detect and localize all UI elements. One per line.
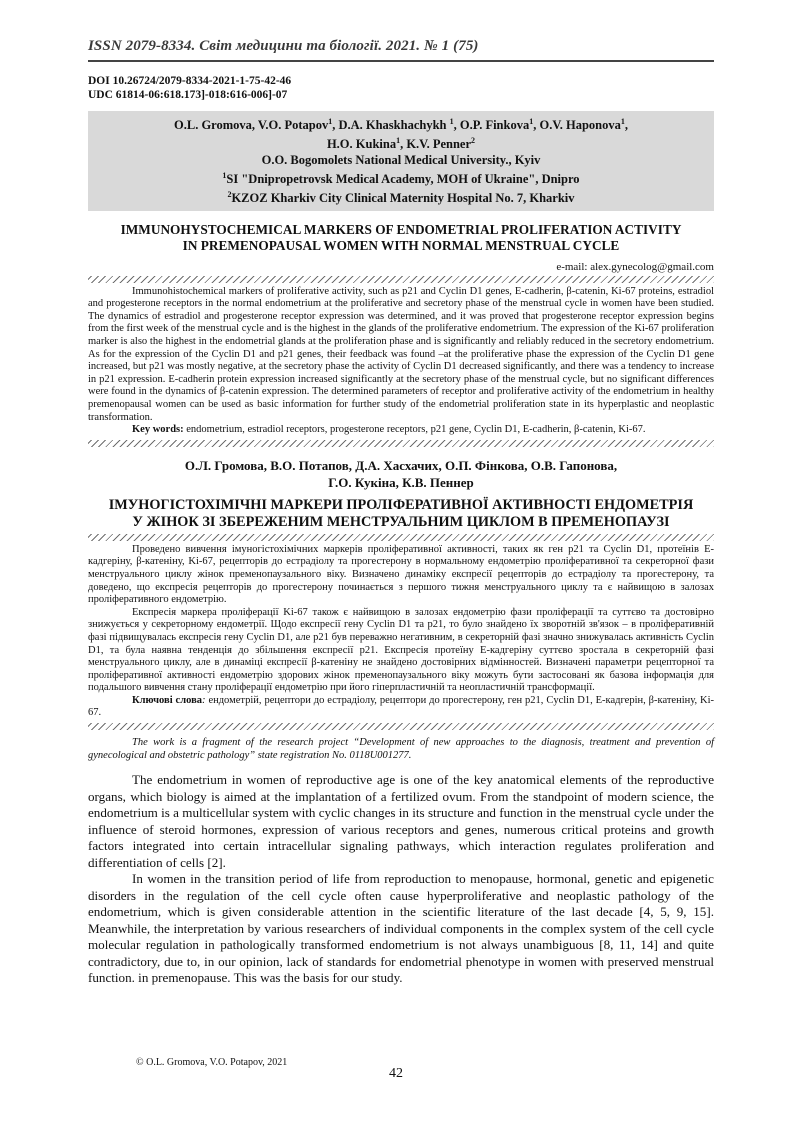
page (88, 38, 714, 987)
body-text (88, 772, 714, 987)
affiliation-0: O.O. Bogomolets National Medical University., Kyiv (261, 153, 541, 168)
identifiers (88, 74, 714, 102)
doi: DOI 10.26724/2079-8334-2021-1-75-42-46 (88, 75, 292, 87)
title-ua: ІМУНОГІСТОХІМІЧНІ МАРКЕРИ ПРОЛІФЕРАТИВНОЇ АКТИВНОСТІ ЕНДОМЕТРІЯ У ЖІНОК ЗІ ЗБЕРЕЖЕНИМ МЕНСТРУАЛЬНИМ ЦИКЛОМ В ПРЕМЕНОПАУЗІ (108, 496, 694, 530)
author-affiliation-box (88, 111, 714, 211)
paragraph: In women in the transition period of life from reproduction to menopause, hormonal, genetic and epigenetic disorders in the regulation of the cell cycle often cause hyperproliferative and neoplastic pathology of the endometrium, which is given considerable attention in the scientific literature of the last decade [4, 5, 9, 15]. Meanwhile, the interpretation by various researchers of individual components in the complex system of the cell cycle molecular regulation in pathologically transformed endometrium is not always unambiguous [8, 11, 14] and quite contradictory, due to, in our opinion, lack of standards for endometrial phenotype in women with preserved menstrual function. in premenopause. This was the basis for our study. (88, 871, 714, 986)
copyright: © O.L. Gromova, V.O. Potapov, 2021 (136, 1057, 288, 1068)
udc: UDC 61814-06:618.173]-018:616-006]-07 (88, 89, 288, 101)
keywords-ua: Ключові слова: ендометрій, рецептори до естрадіолу, рецептори до прогестерону, ген p21, Cyclin D1, Е-кадгерін, β-катеніну, Ki-67. (88, 694, 714, 719)
header-rule (88, 60, 714, 62)
wavy-divider (88, 534, 714, 541)
wavy-divider (88, 440, 714, 447)
contact-email[interactable]: e-mail: alex.gynecolog@gmail.com (556, 260, 714, 273)
wavy-divider (88, 723, 714, 730)
abstract-ua: Проведено вивчення імуногістохімічних маркерів проліферативної активності, таких як ген p21 та Cyclin D1, протеїнів Е-кадгеріну, β-катеніну, Ki-67, рецепторів до естрадіолу та прогестерону в нормальному ендометрію проліферативної та секреторної фази менструального циклу жінок пременопаузального віку. Визначено динаміку експресії рецепторів до естрадіолу та прогестерону, та доведено, що експресія рецепторів до прогестерону починається з першого тижня менструального циклу та є найвищою в залозах проліферативного ендометрію. Експресія маркера проліферації Ki-67 також є найвищою в залозах ендометрію фази проліферації та суттєво та достовірно знижується у секреторному ендометрії. Щодо експресії гену Cyclin D1 та p21, то було знайдено їх зворотній зв'язок – в проліферативній фазі підвищувалась експресія гену Cyclin D1, але p21 був переважно негативним, в секреторній фазі значно знижувалась активність Cyclin D1, та була наявна тенденція до збільшення експресії p21. Експресія протеїну Е-кадгеріну суттєво зростала в секреторній фазі менструального циклу, але в динаміці експресії β-катеніну не знайдено достовірних відмінностей. Визначені параметри рецепторної та проліферативної активності ендометрію здорових жінок пременопаузального віку можуть бути застосовані як базова інформація для подальшого вивчення стану проліферації ендометрію при його гіперпластичній та неопластичній трансформації. Ключові слова: ендометрій, рецептори до естрадіолу, рецептори до прогестерону, ген p21, Cyclin D1, Е-кадгерін, β-катеніну, Ki-67. (88, 543, 714, 719)
affiliation-2: $^2$KZOZ Kharkiv City Clinical Maternity Hospital No. 7, Kharkiv (227, 190, 575, 206)
page-number: 42 (389, 1066, 403, 1081)
funding-note: The work is a fragment of the research project “Development of new approaches to the diagnosis, treatment and prevention of gynecological and obstetric pathology” state registration No. 0118U001277. (88, 737, 714, 762)
keywords-en: Key words: endometrium, estradiol receptors, progesterone receptors, p21 gene, Cyclin D1, E-cadherin, β-catenin, Ki-67. (132, 424, 646, 436)
authors-en-line2: H.O. Kukina$^1$, K.V. Penner$^2$ (326, 136, 476, 152)
authors-ua: О.Л. Громова, В.О. Потапов, Д.А. Хасхачих, О.П. Фінкова, О.В. Гапонова, Г.О. Кукіна, К.В. Пеннер (184, 457, 618, 490)
affiliation-1: $^1$SI "Dnipropetrovsk Medical Academy, MOH of Ukraine", Dnipro (222, 171, 580, 187)
journal-header: ISSN 2079-8334. Світ медицини та біології. 2021. № 1 (75) (88, 38, 479, 54)
title-en: IMMUNOHYSTOCHEMICAL MARKERS OF ENDOMETRIAL PROLIFERATION ACTIVITY IN PREMENOPAUSAL WOMEN WITH NORMAL MENSTRUAL CYCLE (120, 221, 682, 253)
paragraph: The endometrium in women of reproductive age is one of the key anatomical elements of the reproductive organs, which biology is aimed at the implantation of a fertilized ovum. From the standpoint of modern science, the endometrium is a multicellular system with cyclic changes in its structure and function in the menstrual cycle under the influence of steroid hormones, expression of various receptors and genes, numerous critical proteins and growth factors integrated into certain intracellular signaling pathways, which interaction regulates proliferation and differentiation of cells [2]. (88, 772, 714, 870)
authors-en-line1: O.L. Gromova, V.O. Potapov$^1$, D.A. Khaskhachykh $^1$, O.P. Finkova$^1$, O.V. Haponova$^1$, (174, 117, 628, 133)
abstract-en: Immunohistochemical markers of proliferative activity, such as p21 and Cyclin D1 genes, E-cadherin, β-catenin, Ki-67 proteins, estradiol and progesterone receptors in the normal endometrium at the proliferative and secretory phase of the menstrual cycle in women have been studied. The dynamics of estradiol and progesterone receptor expression was determined, and it was proved that progesterone receptor expression begins from the first week of the menstrual cycle and is the highest in the glands of the proliferative endometrium. The expression of the Ki-67 proliferation marker is also the highest in the endometrial glands at the proliferation phase and is significantly and reliably reduced in the secretory endometrium. As for the expression of the Cyclin D1 and p21 genes, their feedback was found –at the proliferative phase the expression of the Cyclin D1 gene increased, but p21 was mostly negative, at the secretory phase the activity of Cyclin D1 decreased significantly, and there was a tendency to increase in p21 expression. E-cadherin protein expression increased significantly at the secretory phase of the menstrual cycle, but no significant differences were found in the dynamics of β-catenin expression. The determined parameters of receptor and proliferative activity of the endometrium in healthy premenopausal women can be used as basic information for further study of the endometrial proliferation state in its hyperplastic and neoplastic transformation. Key words: endometrium, estradiol receptors, progesterone receptors, p21 gene, Cyclin D1, E-cadherin, β-catenin, Ki-67. (88, 285, 714, 436)
wavy-divider (88, 276, 714, 283)
